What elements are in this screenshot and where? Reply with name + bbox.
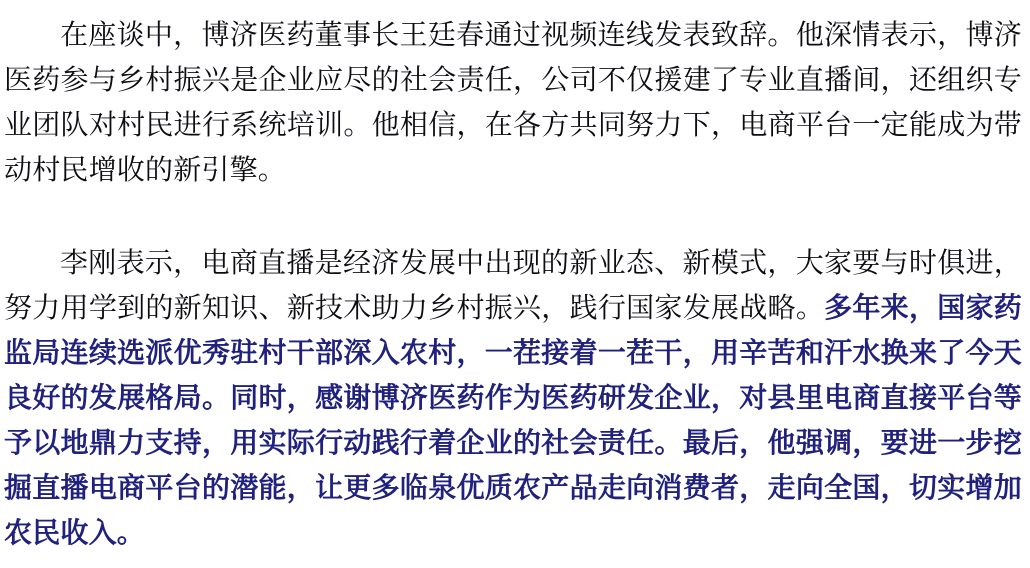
paragraph-speech-ligang-regular: 李刚表示，电商直播是经济发展中出现的新业态、新模式，大家要与时俱进，努力用学到的新知识、新技术助力乡村振兴，践行国家发展战略。: [4, 247, 1022, 323]
paragraph-speech-wangtingchun: 在座谈中，博济医药董事长王廷春通过视频连线发表致辞。他深情表示，博济医药参与乡村振兴是企业应尽的社会责任，公司不仅援建了专业直播间，还组织专业团队对村民进行系统培训。他相信，在各方共同努力下，电商平台一定能成为带动村民增收的新引擎。: [4, 19, 1022, 185]
paragraph-speech-ligang: [4, 240, 1022, 555]
paragraph-speech-ligang-emphasis: 多年来，国家药监局连续选派优秀驻村干部深入农村，一茬接着一茬干，用辛苦和汗水换来了今天良好的发展格局。同时，感谢博济医药作为医药研发企业，对县里电商直接平台等予以地鼎力支持，用实际行动践行着企业的社会责任。最后，他强调，要进一步挖掘直播电商平台的潜能，让更多临泉优质农产品走向消费者，走向全国，切实增加农民收入。: [4, 292, 1022, 548]
